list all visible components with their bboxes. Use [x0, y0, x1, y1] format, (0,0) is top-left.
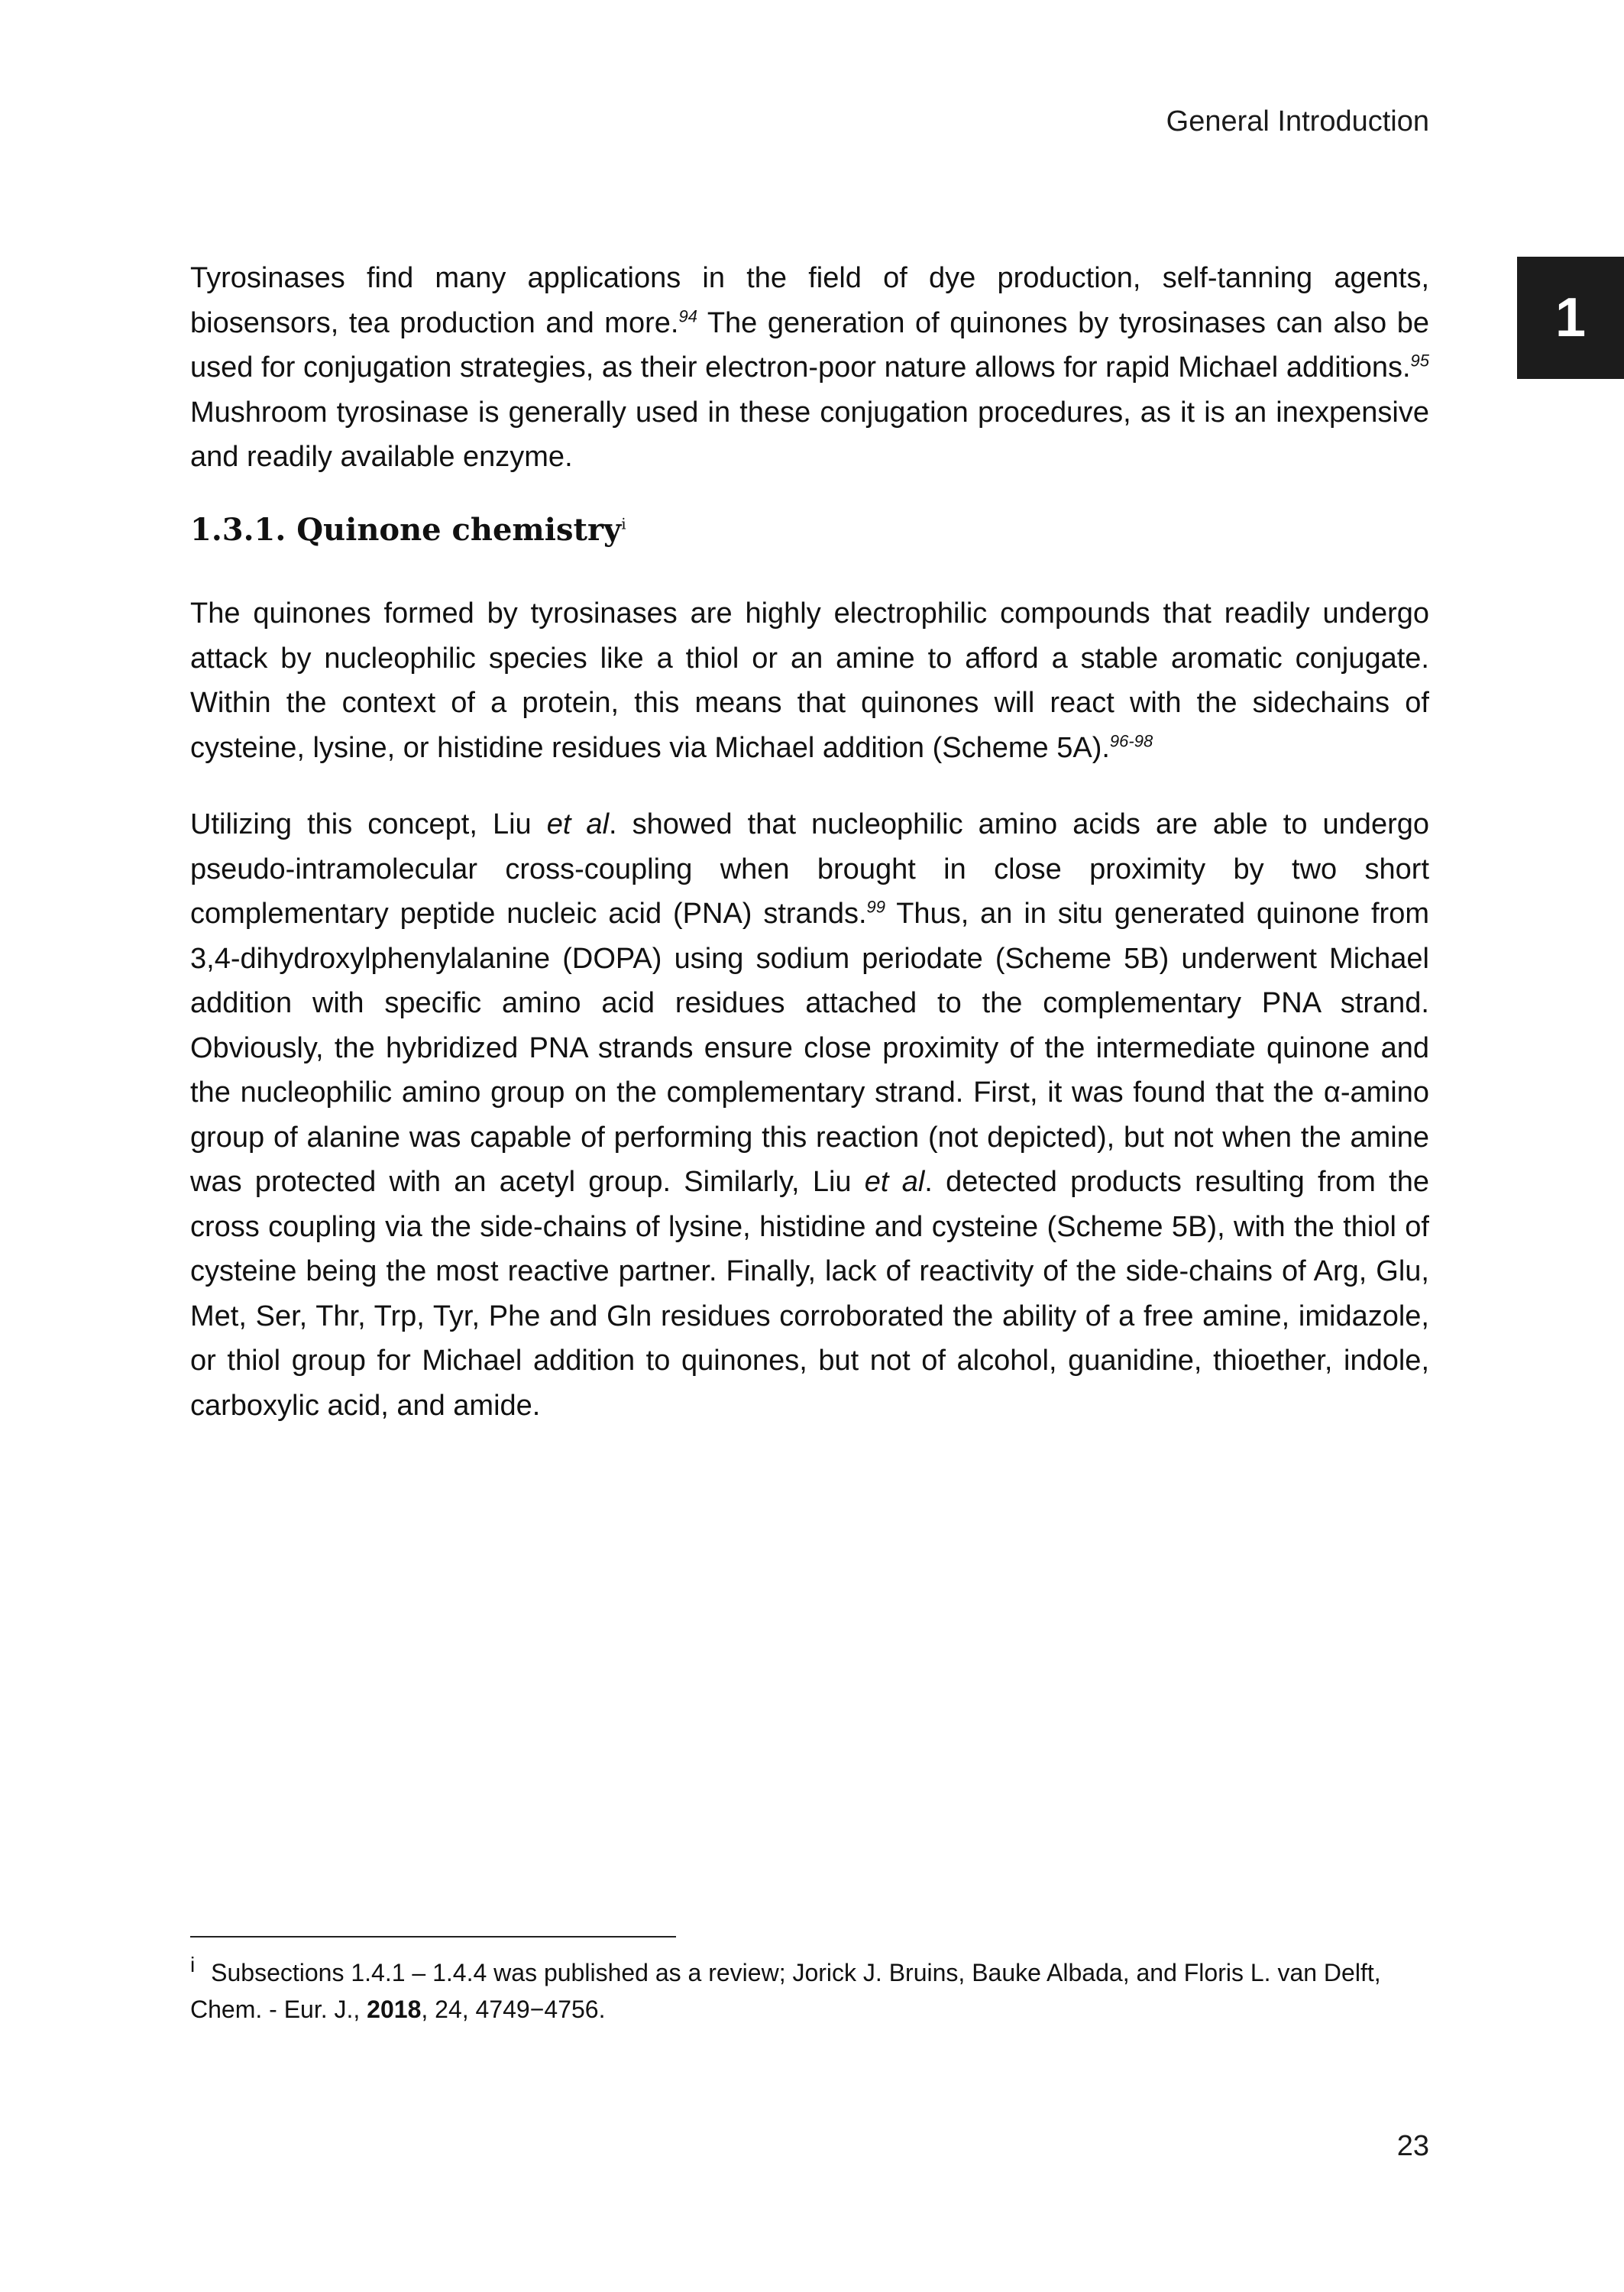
paragraph-3-text-d: . detected products resulting from the cross coupling via the side-chains of lysine, histidine and cysteine (Scheme 5B), with the thiol of cysteine being the most reactive partner. Finally, lack of reactivity of the side-chains of Arg, Glu, Met, Ser, Thr, Trp, Tyr, Phe and Gln residues corroborated the ability of a free amine, imidazole, or thiol group for Michael addition to quinones, but not of alcohol, guanidine, thioether, indole, carboxylic acid, and amide.	[190, 1166, 1430, 1422]
paragraph-1	[190, 256, 1429, 480]
citation-ref: 96-98	[1109, 730, 1153, 750]
chapter-number: 1	[1554, 287, 1587, 348]
chapter-tab	[1517, 257, 1624, 379]
paragraph-2-text: The quinones formed by tyrosinases are highly electrophilic compounds that readily undergo attack by nucleophilic species like a thiol or an amine to afford a stable aromatic conjugate. Within the context of a protein, this means that quinones will react with the sidechains of cysteine, lysine, or histidine residues via Michael addition (Scheme 5A).	[190, 597, 1429, 764]
footnote-marker: i	[621, 514, 626, 533]
section-heading-text: 1.3.1. Quinone chemistry	[190, 512, 622, 548]
citation-ref: 95	[1410, 351, 1429, 371]
paragraph-3-text-c: Thus, an in situ generated quinone from 3,4-dihydroxylphenylalanine (DOPA) using sodium periodate (Scheme 5B) underwent Michael addition with specific amino acid residues attached to the complementary PNA strand. Obviously, the hybridized PNA strands ensure close proximity of the intermediate quinone and the nucleophilic amino group on the complementary strand. First, it was found that the α-amino group of alanine was capable of performing this reaction (not depicted), but not when the amine was protected with an acetyl group. Similarly, Liu	[190, 898, 1430, 1198]
et-al: et al	[546, 808, 610, 840]
paragraph-3-text-b: . showed that nucleophilic amino acids are able to undergo pseudo-intramolecular cross-coupling when brought in close proximity by two short complementary peptide nucleic acid (PNA) strands.	[190, 808, 1429, 930]
paragraph-1-text-c: Mushroom tyrosinase is generally used in these conjugation procedures, as it is an inexpensive and readily available enzyme.	[190, 396, 1429, 473]
footnote-text-b: , 24, 4749−4756.	[421, 1996, 606, 2023]
et-al: et al	[864, 1166, 925, 1198]
paragraph-2	[190, 591, 1429, 770]
citation-ref: 99	[866, 897, 886, 917]
paragraph-3-text-a: Utilizing this concept, Liu	[190, 808, 547, 840]
footnote-marker: i	[190, 1953, 196, 1977]
footnote-divider	[190, 1936, 676, 1938]
page-number: 23	[1396, 2130, 1429, 2162]
paragraph-1-text-b: The generation of quinones by tyrosinases can also be used for conjugation strategies, as their electron-poor nature allows for rapid Michael additions.	[190, 306, 1429, 384]
running-header: General Introduction	[1166, 105, 1429, 138]
footnote-year: 2018	[367, 1996, 422, 2023]
footnote-text-a: Subsections 1.4.1 – 1.4.4 was published as a review; Jorick J. Bruins, Bauke Albada, and Floris L. van Delft, Chem. - Eur. J.,	[190, 1959, 1381, 2023]
section-heading	[190, 512, 626, 548]
footnote	[190, 1954, 1429, 2028]
paragraph-1-text-a: Tyrosinases find many applications in the field of dye production, self-tanning agents, biosensors, tea production and more.	[190, 262, 1429, 339]
citation-ref: 94	[678, 306, 697, 325]
paragraph-3	[190, 802, 1429, 1428]
